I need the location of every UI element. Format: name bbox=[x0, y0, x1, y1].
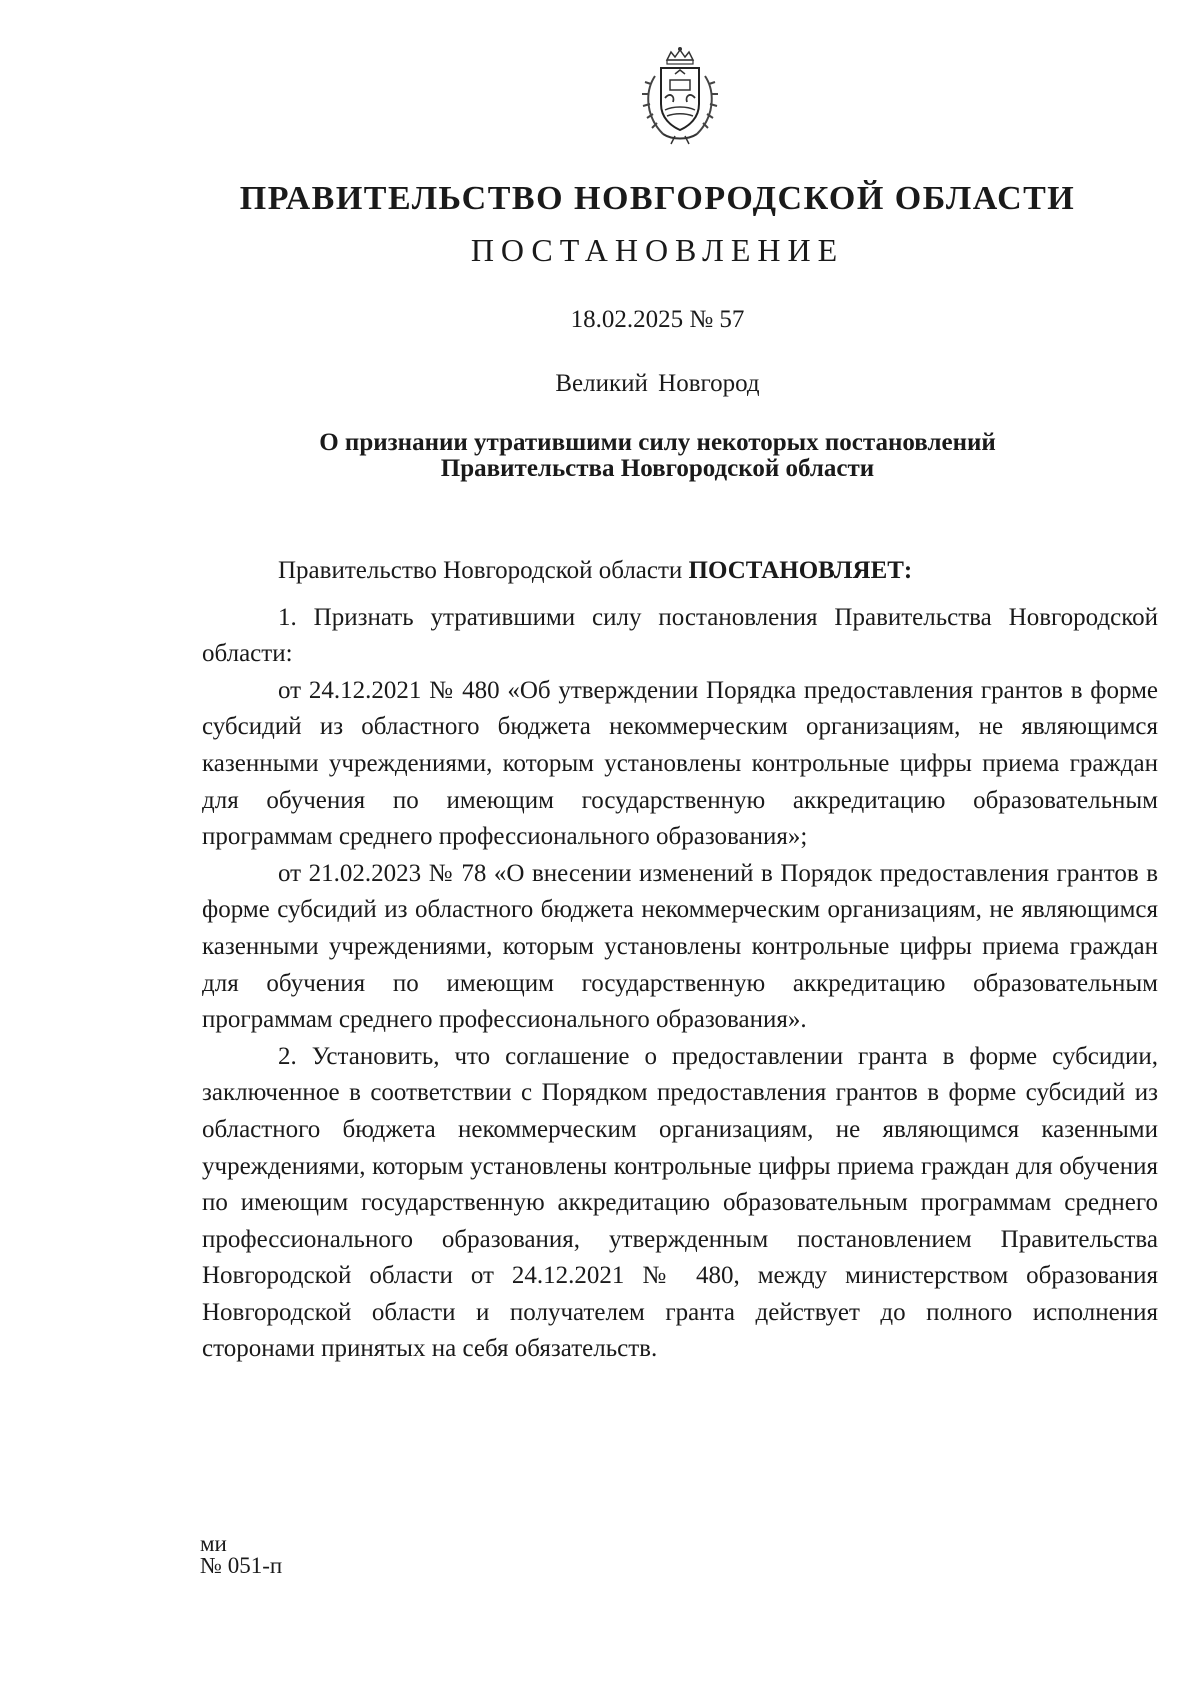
document-type: ПОСТАНОВЛЕНИЕ bbox=[470, 232, 845, 268]
subject-line-1: О признании утратившими силу некоторых постановлений bbox=[319, 429, 996, 456]
resolution-lead bbox=[202, 553, 1158, 590]
item-1: 1. Признать утратившими силу постановления Правительства Новгородской области: bbox=[202, 603, 1158, 668]
item-1-a: от 24.12.2021 № 480 «Об утверждении Порядка предоставления грантов в форме субсидий из областного бюджета некоммерческим организациям, не являющимся казенными учреждениями, которым установлены контрольные цифры приема граждан для обучения по имеющим государственную аккредитацию образовательным программам среднего профессионального образования»; bbox=[202, 676, 1158, 851]
footer-code: № 051-п bbox=[200, 1553, 283, 1578]
document-subject bbox=[0, 430, 1200, 482]
document-body bbox=[202, 553, 1158, 1368]
document-footer bbox=[200, 1533, 282, 1577]
document-date-number: 18.02.2025 № 57 bbox=[570, 306, 745, 333]
lead-caps: ПОСТАНОВЛЯЕТ: bbox=[688, 557, 913, 584]
subject-line-2: Правительства Новгородской области bbox=[440, 455, 875, 482]
footer-initials: ми bbox=[200, 1531, 227, 1556]
item-1-b: от 21.02.2023 № 78 «О внесении изменений в Порядок предоставления грантов в форме субсидий из областного бюджета некоммерческим организациям, не являющимся казенными учреждениями, которым установлены контрольные цифры приема граждан для обучения по имеющим государственную аккредитацию образовательным программам среднего профессионального образования». bbox=[202, 859, 1158, 1034]
government-title: ПРАВИТЕЛЬСТВО НОВГОРОДСКОЙ ОБЛАСТИ bbox=[239, 180, 1076, 217]
document-place: Великий Новгород bbox=[555, 370, 760, 397]
item-2: 2. Установить, что соглашение о предоставлении гранта в форме субсидии, заключенное в соответствии с Порядком предоставления грантов в форме субсидий из областного бюджета некоммерческим организациям, не являющимся казенными учреждениями, которым установлены контрольные цифры приема граждан для обучения по имеющим государственную аккредитацию образовательным программам среднего профессионального образования, утвержденным постановлением Правительства Новгородской области от 24.12.2021 № 480, между министерством образования Новгородской области и получателем гранта действует до полного исполнения сторонами принятых на себя обязательств. bbox=[202, 1042, 1158, 1363]
lead-text: Правительство Новгородской области bbox=[278, 557, 689, 584]
novgorod-coat-of-arms-icon bbox=[637, 46, 723, 146]
